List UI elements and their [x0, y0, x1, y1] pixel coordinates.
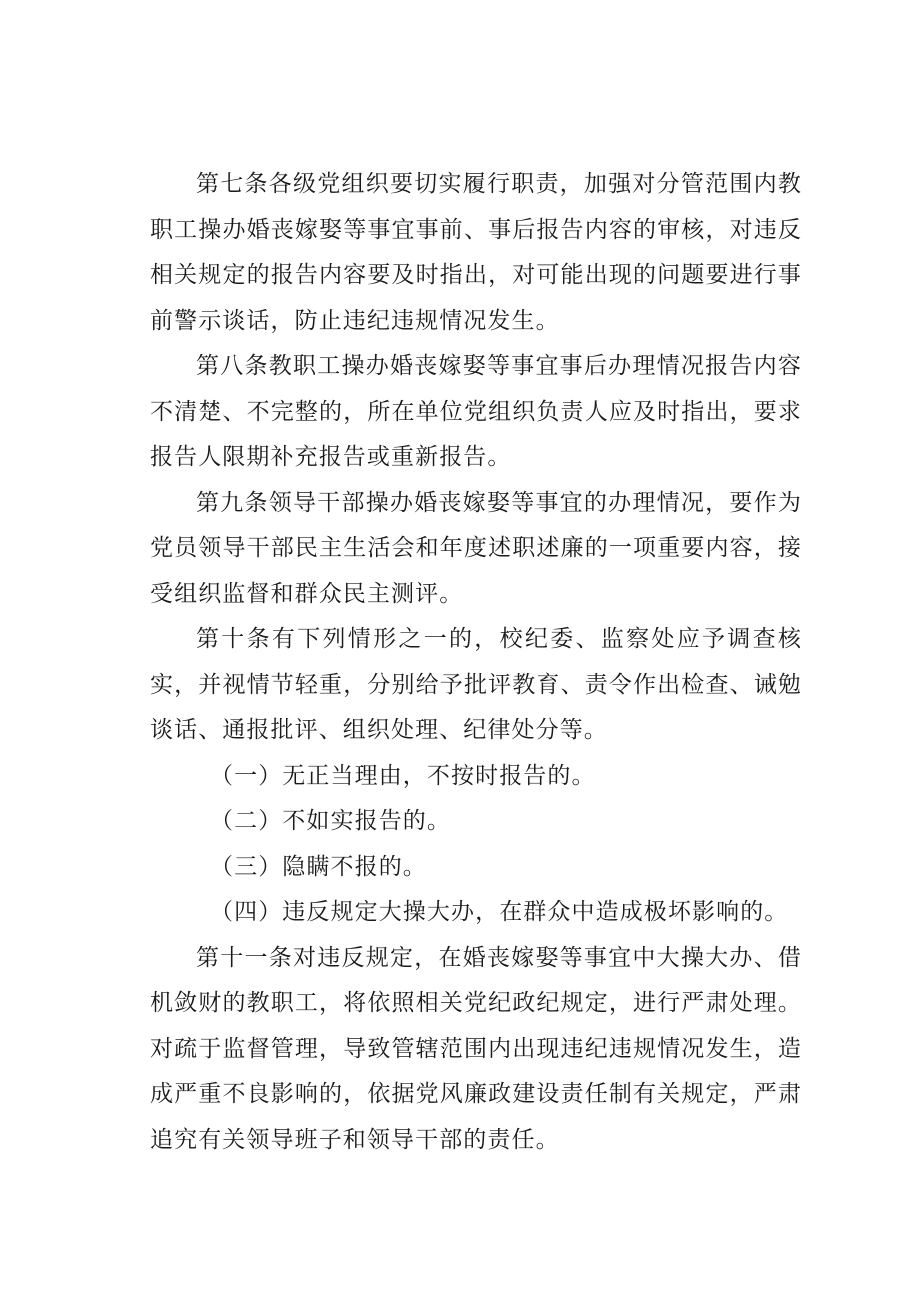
list-item-4: （四）违反规定大操大办，在群众中造成极坏影响的。 [210, 899, 789, 925]
list-item-1: （一）无正当理由，不按时报告的。 [210, 762, 596, 789]
article-7-paragraph: 第七条各级党组织要切实履行职责，加强对分管范围内教职工操办婚丧嫁娶等事宜事前、事后报告内容的审核，对违反相关规定的报告内容要及时指出，对可能出现的问题要进行事前警示谈话，防止违纪违规情况发生。 [150, 171, 802, 334]
document-body [150, 162, 802, 1163]
article-11-paragraph: 第十一条对违反规定，在婚丧嫁娶等事宜中大操大办、借机敛财的教职工，将依照相关党纪政纪规定，进行严肃处理。对疏于监督管理，导致管辖范围内出现违纪违规情况发生，造成严重不良影响的，依据党风廉政建设责任制有关规定，严肃追究有关领导班子和领导干部的责任。 [150, 944, 802, 1153]
article-9-paragraph: 第九条领导干部操办婚丧嫁娶等事宜的办理情况，要作为党员领导干部民主生活会和年度述职述廉的一项重要内容，接受组织监督和群众民主测评。 [150, 489, 802, 607]
article-10-paragraph: 第十条有下列情形之一的，校纪委、监察处应予调查核实，并视情节轻重，分别给予批评教育、责令作出检查、诫勉谈话、通报批评、组织处理、纪律处分等。 [150, 626, 802, 743]
list-item-3: （三）隐瞒不报的。 [210, 853, 427, 880]
article-8-paragraph: 第八条教职工操办婚丧嫁娶等事宜事后办理情况报告内容不清楚、不完整的，所在单位党组织负责人应及时指出，要求报告人限期补充报告或重新报告。 [150, 353, 802, 470]
list-item-2: （二）不如实报告的。 [210, 808, 451, 834]
